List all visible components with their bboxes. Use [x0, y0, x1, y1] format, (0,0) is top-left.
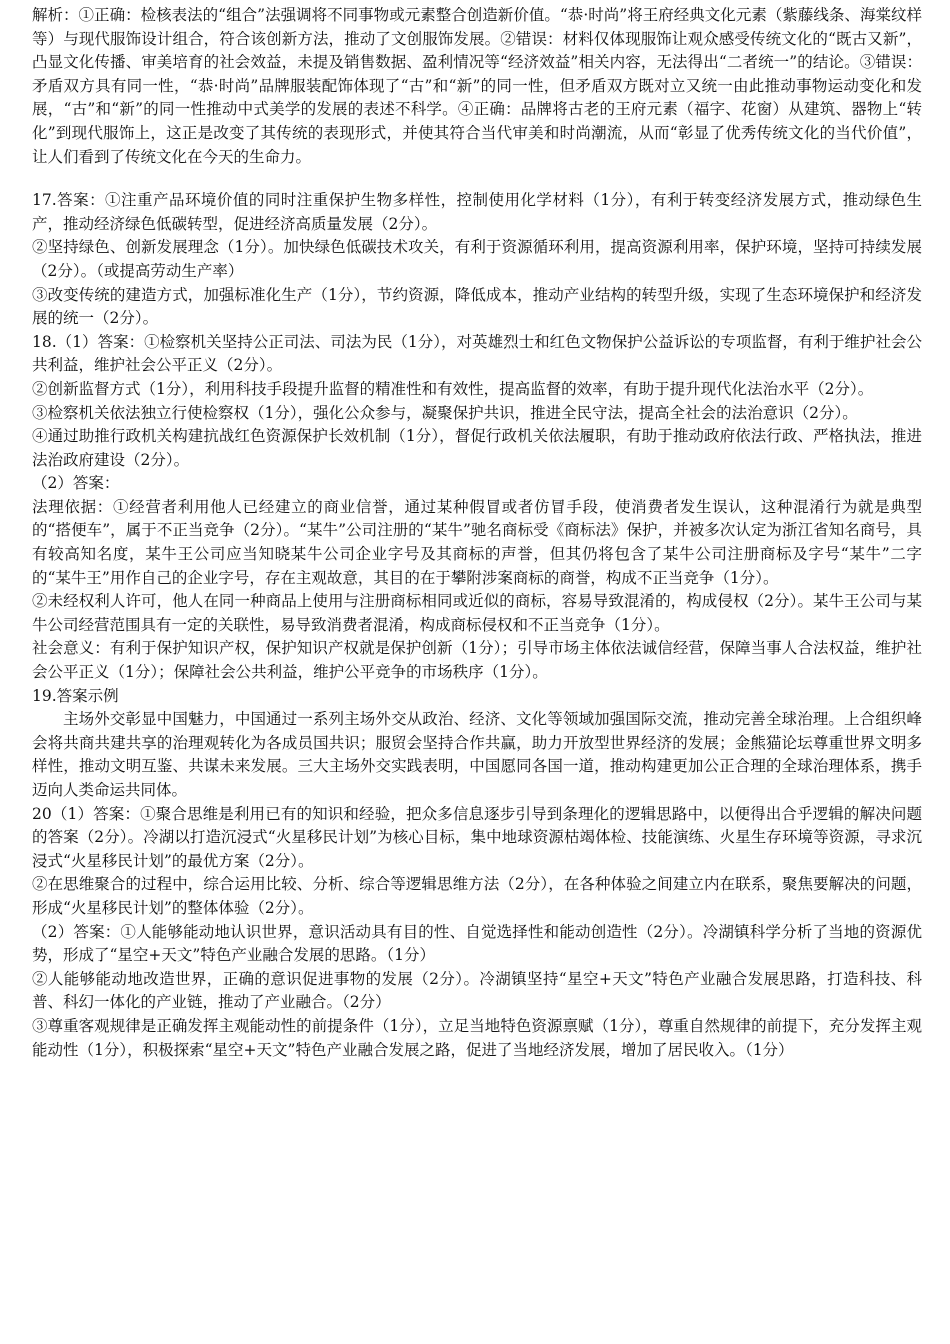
- analysis-paragraph: 解析：①正确：检核表法的“组合”法强调将不同事物或元素整合创造新价值。“恭·时尚”将王府经典文化元素（紫藤线条、海棠纹样等）与现代服饰设计组合，符合该创新方法，推动了文创服饰发展。②错误：材料仅体现服饰让观众感受传统文化的“既古又新”，凸显文化传播、审美培育的社会效益，未提及销售数据、盈利情况等“经济效益”相关内容，无法得出“二者统一”的结论。③错误：矛盾双方具有同一性，“恭·时尚”品牌服装配饰体现了“古”和“新”的同一性，但矛盾双方既对立又统一由此推动事物运动变化和发展，“古”和“新”的同一性推动中式美学的发展的表述不科学。④正确：品牌将古老的王府元素（福字、花窗）从建筑、器物上“转化”到现代服饰上，这正是改变了其传统的表现形式，并使其符合当代审美和时尚潮流，从而“彰显了优秀传统文化的当代价值”，让人们看到了传统文化在今天的生命力。: [32, 6, 922, 166]
- q18-part1-point-1: 18.（1）答案：①检察机关坚持公正司法、司法为民（1分），对英雄烈士和红色文物保护公益诉讼的专项监督，有利于维护社会公共利益，维护社会公平正义（2分）。: [32, 332, 922, 375]
- q20-part2-point-2: ②人能够能动地改造世界，正确的意识促进事物的发展（2分）。冷湖镇坚持“星空+天文”特色产业融合发展思路，打造科技、科普、科幻一体化的产业链，推动了产业融合。（2分）: [32, 969, 922, 1012]
- q19-sample-essay: 主场外交彰显中国魅力，中国通过一系列主场外交从政治、经济、文化等领域加强国际交流，推动完善全球治理。上合组织峰会将共商共建共享的治理观转化为各成员国共识；服贸会坚持合作共赢，助力开放型世界经济的发展；金熊猫论坛尊重世界文明多样性，推动文明互鉴、共谋未来发展。三大主场外交实践表明，中国愿同各国一道，推动构建更加公正合理的全球治理体系，携手迈向人类命运共同体。: [32, 710, 922, 799]
- q20-part1-point-2: ②在思维聚合的过程中，综合运用比较、分析、综合等逻辑思维方法（2分），在各种体验之间建立内在联系，聚焦要解决的问题，形成“火星移民计划”的整体体验（2分）。: [32, 875, 922, 917]
- q18-part1-point-4: ④通过助推行政机关构建抗战红色资源保护长效机制（1分），督促行政机关依法履职，有助于推动政府依法行政、严格执法，推进法治政府建设（2分）。: [32, 427, 922, 469]
- q18-legal-basis-point-1: 法理依据：①经营者利用他人已经建立的商业信誉，通过某种假冒或者仿冒手段，使消费者发生误认，这种混淆行为就是典型的“搭便车”，属于不正当竞争（2分）。“某牛”公司注册的“某牛”驰名商标受《商标法》保护，并被多次认定为浙江省知名商号，具有较高知名度，某牛王公司应当知晓某牛公司企业字号及其商标的声誉，但其仍将包含了某牛公司注册商标及字号“某牛”二字的“某牛王”用作自己的企业字号，存在主观故意，其目的在于攀附涉案商标的商誉，构成不正当竞争（1分）。: [32, 497, 922, 587]
- q17-answer-point-1: 17.答案：①注重产品环境价值的同时注重保护生物多样性，控制使用化学材料（1分），有利于转变经济发展方式，推动绿色生产，推动经济绿色低碳转型，促进经济高质量发展（2分）。: [32, 191, 922, 233]
- q18-social-significance: 社会意义：有利于保护知识产权，保护知识产权就是保护创新（1分）；引导市场主体依法诚信经营，保障当事人合法权益，维护社会公平正义（1分）；保障社会公共利益，维护公平竞争的市场秩序（1分）。: [32, 639, 922, 682]
- q20-part2-point-3: ③尊重客观规律是正确发挥主观能动性的前提条件（1分），立足当地特色资源禀赋（1分），尊重自然规律的前提下，充分发挥主观能动性（1分），积极探索“星空+天文”特色产业融合发展之路，促进了当地经济发展，增加了居民收入。（1分）: [32, 1016, 922, 1059]
- q18-part1-point-2: ②创新监督方式（1分），利用科技手段提升监督的精准性和有效性，提高监督的效率，有助于提升现代化法治水平（2分）。: [32, 379, 874, 398]
- q18-part2-heading: （2）答案：: [32, 474, 120, 493]
- section-gap: [32, 169, 922, 189]
- q20-part2-point-1: （2）答案：①人能够能动地认识世界，意识活动具有目的性、自觉选择性和能动创造性（2分）。冷湖镇科学分析了当地的资源优势，形成了“星空+天文”特色产业融合发展的思路。（1分）: [32, 922, 922, 965]
- q20-part1-point-1: 20（1）答案：①聚合思维是利用已有的知识和经验，把众多信息逐步引导到条理化的逻辑思路中，以便得出合乎逻辑的解决问题的答案（2分）。冷湖以打造沉浸式“火星移民计划”为核心目标，集中地球资源枯竭体检、技能演练、火星生存环境等资源，寻求沉浸式“火星移民计划”的最优方案（2分）。: [32, 804, 922, 870]
- q18-legal-basis-point-2: ②未经权利人许可，他人在同一种商品上使用与注册商标相同或近似的商标，容易导致混淆的，构成侵权（2分）。某牛王公司与某牛公司经营范围具有一定的关联性，易导致消费者混淆，构成商标侵权和不正当竞争（1分）。: [32, 592, 922, 634]
- q17-answer-point-2: ②坚持绿色、创新发展理念（1分）。加快绿色低碳技术攻关，有利于资源循环利用，提高资源利用率，保护环境，坚持可持续发展（2分）。（或提高劳动生产率）: [32, 238, 922, 280]
- q18-part1-point-3: ③检察机关依法独立行使检察权（1分），强化公众参与，凝聚保护共识，推进全民守法，提高全社会的法治意识（2分）。: [32, 403, 858, 422]
- q19-title: 19.答案示例: [32, 686, 119, 705]
- q17-answer-point-3: ③改变传统的建造方式，加强标准化生产（1分），节约资源，降低成本，推动产业结构的转型升级，实现了生态环境保护和经济发展的统一（2分）。: [32, 285, 922, 328]
